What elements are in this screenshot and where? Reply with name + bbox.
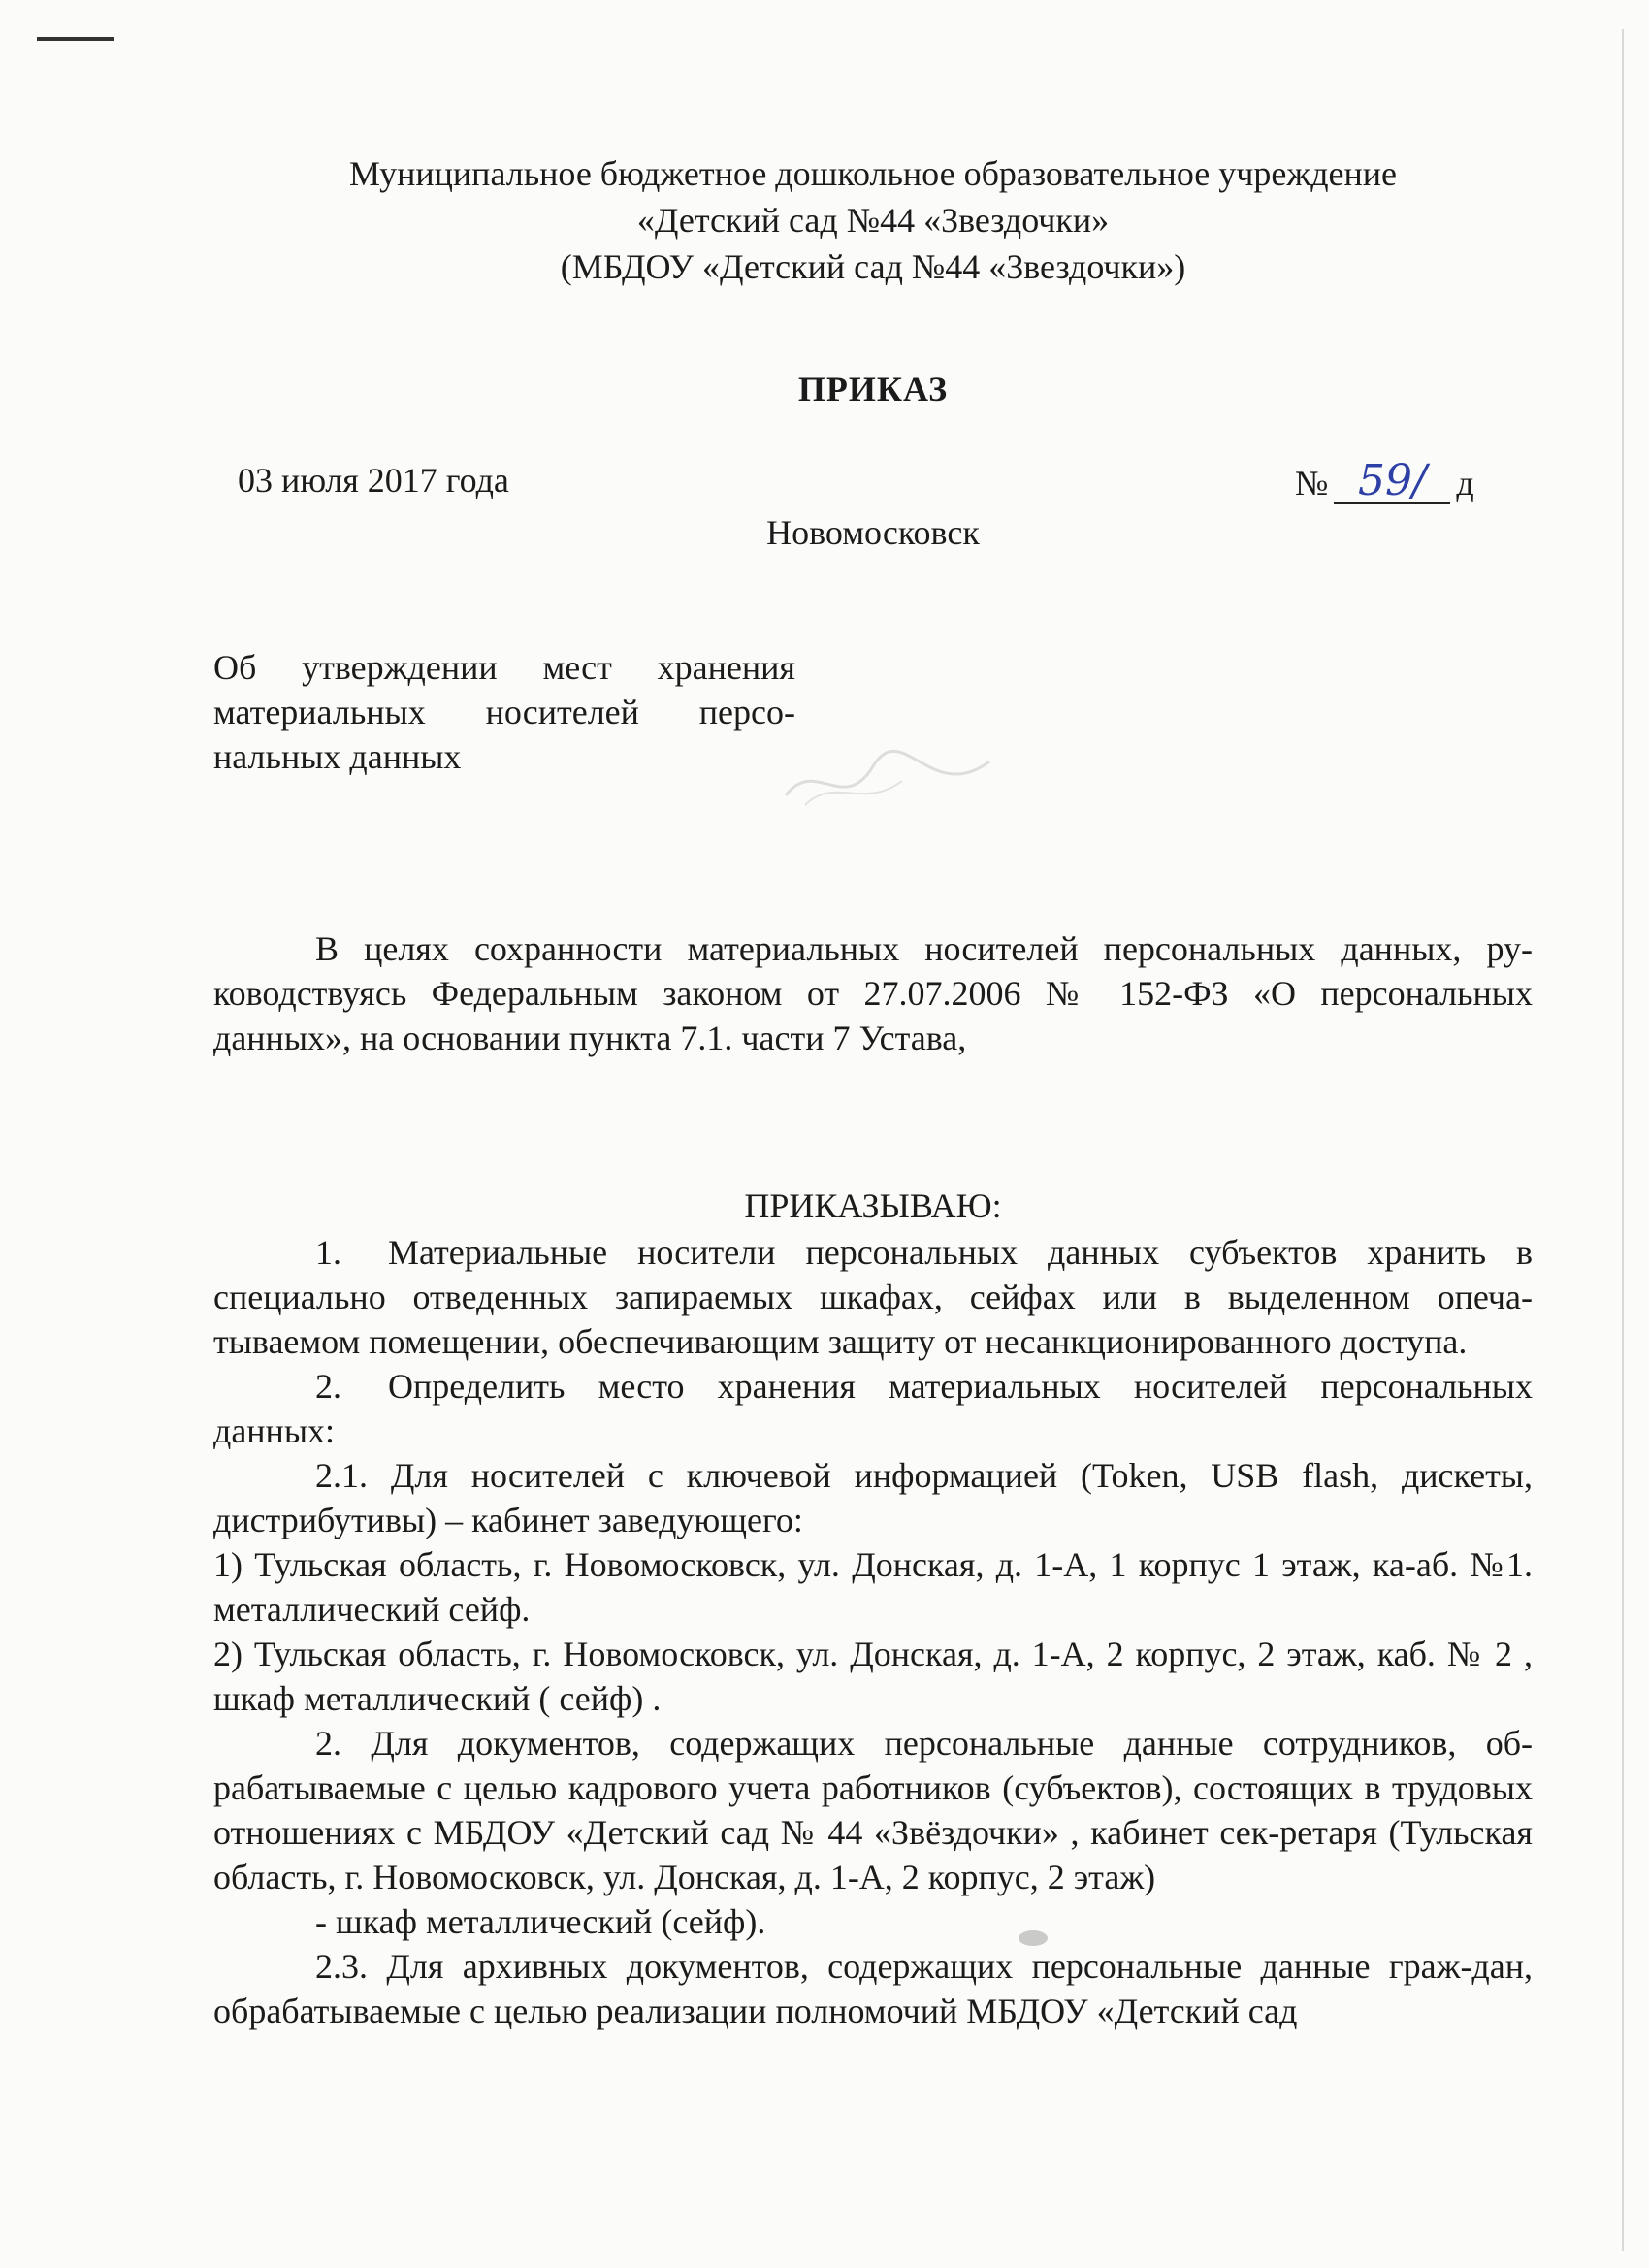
header-line-2: «Детский сад №44 «Звездочки» xyxy=(636,201,1110,240)
header-line-3: (МБДОУ «Детский сад №44 «Звездочки») xyxy=(560,247,1186,286)
item-2-text: Определить место хранения материальных носителей персональных данных: xyxy=(213,1367,1533,1450)
order-number xyxy=(1295,456,1474,505)
item-2 xyxy=(213,1364,1533,1453)
order-body xyxy=(213,1230,1533,2033)
item-2-2-storage: - шкаф металлический (сейф). xyxy=(315,1902,766,1941)
item-2-1: 2.1. Для носителей с ключевой информацией (Token, USB flash, дискеты, дистрибутивы) – кабинет заведующего: xyxy=(213,1456,1533,1539)
document-title: ПРИКАЗ xyxy=(797,370,949,408)
order-word: ПРИКАЗЫВАЮ: xyxy=(744,1186,1002,1225)
page-edge-line xyxy=(1622,29,1624,2251)
header-line-1: Муниципальное бюджетное дошкольное образовательное учреждение xyxy=(349,154,1397,193)
ink-smudge xyxy=(1018,1930,1048,1946)
number-suffix: д xyxy=(1456,464,1474,502)
scan-mark xyxy=(37,37,114,41)
item-2-number: 2. xyxy=(315,1367,341,1406)
location-2: 2) Тульская область, г. Новомосковск, ул. Донская, д. 1-А, 2 корпус, 2 этаж, каб. № 2 , шкаф металлический ( сейф) . xyxy=(213,1635,1533,1718)
order-date: 03 июля 2017 года xyxy=(238,461,509,500)
handwritten-number: 59/ xyxy=(1334,460,1450,504)
faint-signature-mark xyxy=(776,737,999,825)
item-1-text: Материальные носители персональных данных субъектов хранить в специально отведенных запираемых шкафах, сейфах или в выделенном опеча-тываемом помещении, обеспечивающим защиту от несанкционированного доступа. xyxy=(213,1233,1533,1361)
preamble-paragraph: В целях сохранности материальных носителей персональных данных, ру-ководствуясь Федеральным законом от 27.07.2006 № 152-ФЗ «О персональных данных», на основании пункта 7.1. части 7 Устава, xyxy=(213,929,1533,1057)
location-1: 1) Тульская область, г. Новомосковск, ул. Донская, д. 1-А, 1 корпус 1 этаж, ка-аб. №1. металлический сейф. xyxy=(213,1545,1533,1629)
organization-header xyxy=(194,150,1552,290)
item-1-number: 1. xyxy=(315,1233,341,1272)
city: Новомосковск xyxy=(766,513,980,552)
item-2-2: 2. Для документов, содержащих персональные данные сотрудников, об-рабатываемые с целью кадрового учета работников (субъектов), состоящих в трудовых отношениях с МБДОУ «Детский сад № 44 «Звёздочки» , кабинет сек-ретаря (Тульская область, г. Новомосковск, ул. Донская, д. 1-А, 2 корпус, 2 этаж) xyxy=(213,1724,1533,1896)
number-sign: № xyxy=(1295,464,1329,502)
item-2-3: 2.3. Для архивных документов, содержащих персональные данные граж-дан, обрабатываемые с целью реализации полномочий МБДОУ «Детский сад xyxy=(213,1947,1533,2030)
order-subject: Об утверждении мест хранения материальных носителей персо-нальных данных xyxy=(213,648,795,776)
item-1 xyxy=(213,1230,1533,1364)
